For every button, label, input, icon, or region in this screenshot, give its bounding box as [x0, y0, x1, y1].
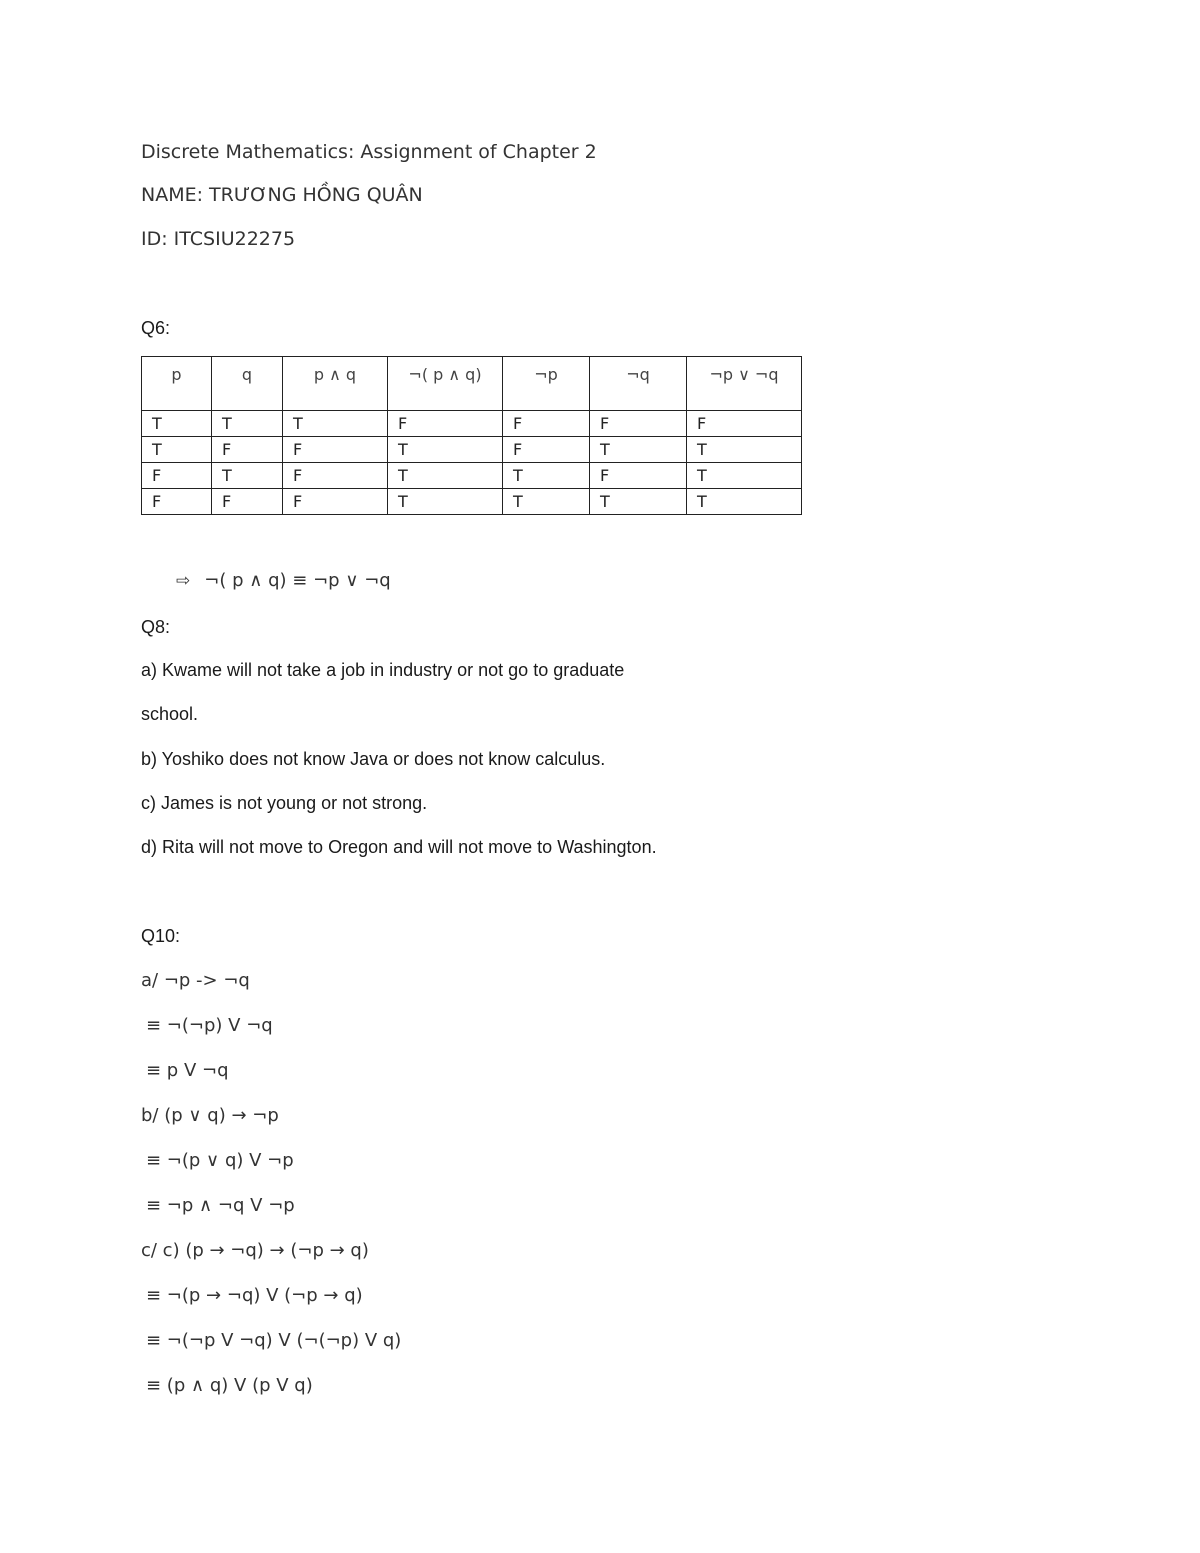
student-id: ID: ITCSIU22275: [141, 228, 296, 250]
q8-answer-d: d) Rita will not move to Oregon and will not move to Washington.: [141, 837, 657, 857]
q10-b-step-2: ≡ ¬p ∧ ¬q V ¬p: [146, 1195, 295, 1216]
q8-answer-b: b) Yoshiko does not know Java or does not know calculus.: [141, 749, 606, 769]
table-cell: T: [687, 437, 802, 463]
table-cell: F: [283, 463, 388, 489]
table-cell: F: [687, 411, 802, 437]
table-row: [142, 489, 802, 515]
truth-table-header-row: [142, 357, 802, 411]
table-cell: T: [388, 463, 503, 489]
table-cell: F: [283, 437, 388, 463]
header-not-p-and-q: ¬( p ∧ q): [388, 357, 503, 411]
q10-c-step-3: ≡ (p ∧ q) V (p V q): [146, 1375, 313, 1396]
table-cell: T: [503, 463, 590, 489]
q10-c-step-1: ≡ ¬(p → ¬q) V (¬p → q): [146, 1285, 363, 1306]
table-cell: T: [212, 463, 283, 489]
table-cell: T: [388, 437, 503, 463]
q10-b-step-1: ≡ ¬(p ∨ q) V ¬p: [146, 1150, 294, 1171]
table-cell: F: [212, 437, 283, 463]
table-cell: F: [590, 411, 687, 437]
table-cell: F: [283, 489, 388, 515]
table-cell: T: [687, 489, 802, 515]
q10-a-step-1: ≡ ¬(¬p) V ¬q: [146, 1015, 273, 1036]
table-row: [142, 411, 802, 437]
truth-table: [141, 356, 802, 515]
table-cell: T: [687, 463, 802, 489]
table-row: [142, 463, 802, 489]
table-cell: F: [212, 489, 283, 515]
header-p: p: [142, 357, 212, 411]
q10-b-statement: b/ (p ∨ q) → ¬p: [141, 1105, 279, 1126]
q10-a-statement: a/ ¬p -> ¬q: [141, 970, 250, 991]
q6-conclusion: [176, 570, 391, 591]
q8-answer-a-continued: school.: [141, 704, 199, 724]
q8-label: Q8:: [141, 617, 171, 637]
table-cell: T: [590, 437, 687, 463]
table-cell: T: [590, 489, 687, 515]
header-q: q: [212, 357, 283, 411]
table-cell: F: [503, 437, 590, 463]
q6-conclusion-text: ¬( p ∧ q) ≡ ¬p ∨ ¬q: [204, 570, 391, 591]
right-arrow-icon: ⇨: [176, 571, 191, 591]
header-not-p: ¬p: [503, 357, 590, 411]
q8-answer-a: a) Kwame will not take a job in industry or not go to graduate: [141, 660, 625, 680]
table-cell: F: [503, 411, 590, 437]
header-not-p-or-not-q: ¬p ∨ ¬q: [687, 357, 802, 411]
table-cell: T: [388, 489, 503, 515]
table-cell: T: [142, 411, 212, 437]
document-title: Discrete Mathematics: Assignment of Chapter 2: [141, 141, 597, 163]
table-cell: F: [388, 411, 503, 437]
table-cell: F: [142, 463, 212, 489]
q10-a-step-2: ≡ p V ¬q: [146, 1060, 229, 1081]
q10-c-statement: c/ c) (p → ¬q) → (¬p → q): [141, 1240, 369, 1261]
q8-answer-c: c) James is not young or not strong.: [141, 793, 428, 813]
table-cell: T: [503, 489, 590, 515]
table-cell: F: [590, 463, 687, 489]
student-name: NAME: TRƯƠNG HỒNG QUÂN: [141, 184, 423, 206]
header-p-and-q: p ∧ q: [283, 357, 388, 411]
q10-label: Q10:: [141, 926, 181, 946]
q6-label: Q6:: [141, 318, 171, 338]
table-cell: F: [142, 489, 212, 515]
table-cell: T: [142, 437, 212, 463]
header-not-q: ¬q: [590, 357, 687, 411]
table-row: [142, 437, 802, 463]
table-cell: T: [212, 411, 283, 437]
q10-c-step-2: ≡ ¬(¬p V ¬q) V (¬(¬p) V q): [146, 1330, 402, 1351]
table-cell: T: [283, 411, 388, 437]
